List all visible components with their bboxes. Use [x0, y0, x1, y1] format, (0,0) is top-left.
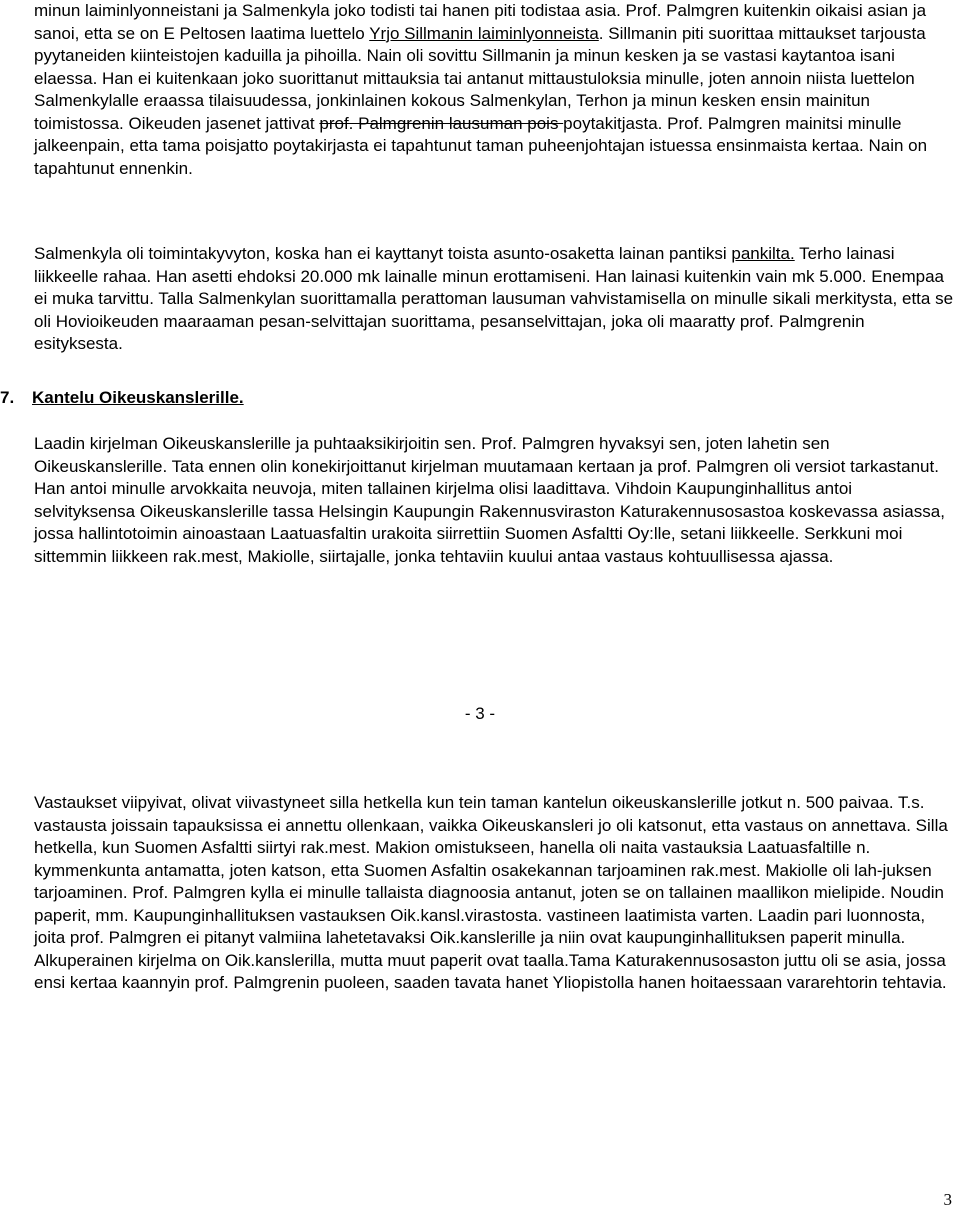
page-marker: - 3 -: [464, 704, 496, 723]
paragraph-1: [34, 0, 954, 180]
struck-through-text: prof. Palmgrenin lausuman pois: [319, 113, 564, 133]
paragraph-1-text-c: poytakitjasta. Prof. Palmgren mainitsi minulle jalkeenpain, etta tama poisjatto poytakirjasta ei tapahtunut taman puheenjohtajan istuessa ensinmaista kertaa. Nain on tapahtunut ennenkin.: [34, 113, 928, 178]
underlined-name: Yrjo Sillmanin laiminlyonneista: [369, 23, 599, 43]
section-title: Kantelu Oikeuskanslerille.: [32, 388, 244, 407]
paragraph-2: [34, 243, 954, 356]
paragraph-2-text-b: Terho lainasi liikkeelle rahaa. Han asetti ehdoksi 20.000 mk lainalle minun erottamiseni. Han lainasi kuitenkin vain mk 5.000. Enempaa ei muka tarvittu. Talla Salmenkylan suorittamalla perattoman lausuman vahvistamisella on minulle sikali merkitysta, etta se oli Hovioikeuden maaraaman pesan-selvittajan suorittama, pesanselvittajan, joka oli maaratty prof. Palmgrenin esityksesta.: [34, 244, 954, 353]
page-number: 3: [943, 1190, 952, 1209]
paragraph-2-text-a: Salmenkyla oli toimintakyvyton, koska han ei kayttanyt toista asunto-osaketta lainan pantiksi: [34, 244, 732, 263]
underlined-word: pankilta.: [731, 244, 795, 263]
paragraph-4: Vastaukset viipyivat, olivat viivastyneet silla hetkella kun tein taman kantelun oikeuskanslerille jotkut n. 500 paivaa. T.s. vastausta joissain tapauksissa ei annettu ollenkaan, vaikka Oikeuskansleri jo oli katsonut, etta vastaus on annettava. Silla hetkella, kun Suomen Asfaltti siirtyi rak.mest. Makion omistukseen, hanella oli naita vastauksia Laatuasfaltille n. kymmenkunta antamatta, joten katson, etta Suomen Asfaltin osakekannan tarjoaminen rak.mest. Makiolle oli lah-juksen tarjoaminen. Prof. Palmgren kylla ei minulle tallaista diagnoosia antanut, joten se on tallainen maallikon mielipide. Noudin paperit, mm. Kaupunginhallituksen vastauksen Oik.kansl.virastosta. vastineen laatimista varten. Laadin pari luonnosta, joita prof. Palmgren ei pitanyt valmiina lahetetavaksi Oik.kanslerille ja niin ovat kaupunginhallituksen paperit minulla. Alkuperainen kirjelma on Oik.kanslerilla, mutta muut paperit ovat taalla.Tama Katurakennusosaston juttu oli se asia, jossa ensi kertaa kaannyin prof. Palmgrenin puoleen, saaden tavata hanet Yliopistolla hanen hoitaessaan vararehtorin tehtavia.: [34, 793, 948, 992]
section-heading: [0, 388, 244, 408]
paragraph-1-text-b: . Sillmanin piti suorittaa mittaukset tarjousta pyytaneiden kiinteistojen kaduilla ja pihoilla. Nain oli sovittu Sillmanin ja minun kesken ja se vastasi kaytantoa isani elaessa. Han ei kuitenkaan joko suorittanut mittauksia tai antanut mittaustuloksia minulle, joten annoin niista luettelon Salmenkylalle eraassa tilaisuudessa, jonkinlainen kokous Salmenkylan, Terhon ja minun kesken ensin mainitun toimistossa. Oikeuden jasenet jattivat: [34, 23, 926, 133]
paragraph-3: Laadin kirjelman Oikeuskanslerille ja puhtaaksikirjoitin sen. Prof. Palmgren hyvaksyi sen, joten lahetin sen Oikeuskanslerille. Tata ennen olin konekirjoittanut kirjelman muutamaan kertaan ja prof. Palmgren oli versiot tarkastanut. Han antoi minulle arvokkaita neuvoja, miten tallainen kirjelma olisi laadittava. Vihdoin Kaupunginhallitus antoi selvityksensa Oikeuskanslerille tassa Helsingin Kaupungin Rakennusviraston Katurakennusosastoa koskevassa asiassa, jossa hallintotoimin ainoastaan Laatuasfaltin urakoita siirrettiin Suomen Asfaltti Oy:lle, setani liikkeelle. Serkkuni moi sittemmin liikkeen rak.mest, Makiolle, siirtajalle, jonka tehtaviin kuului antaa vastaus kohtuullisessa ajassa.: [34, 434, 945, 566]
paragraph-1-text-a: minun laiminlyonneistani ja Salmenkyla joko todisti tai hanen piti todistaa asia. Prof. Palmgren kuitenkin oikaisi asian ja sanoi, etta se on E Peltosen laatima luettelo: [34, 1, 927, 43]
section-number: 7.: [0, 388, 15, 407]
